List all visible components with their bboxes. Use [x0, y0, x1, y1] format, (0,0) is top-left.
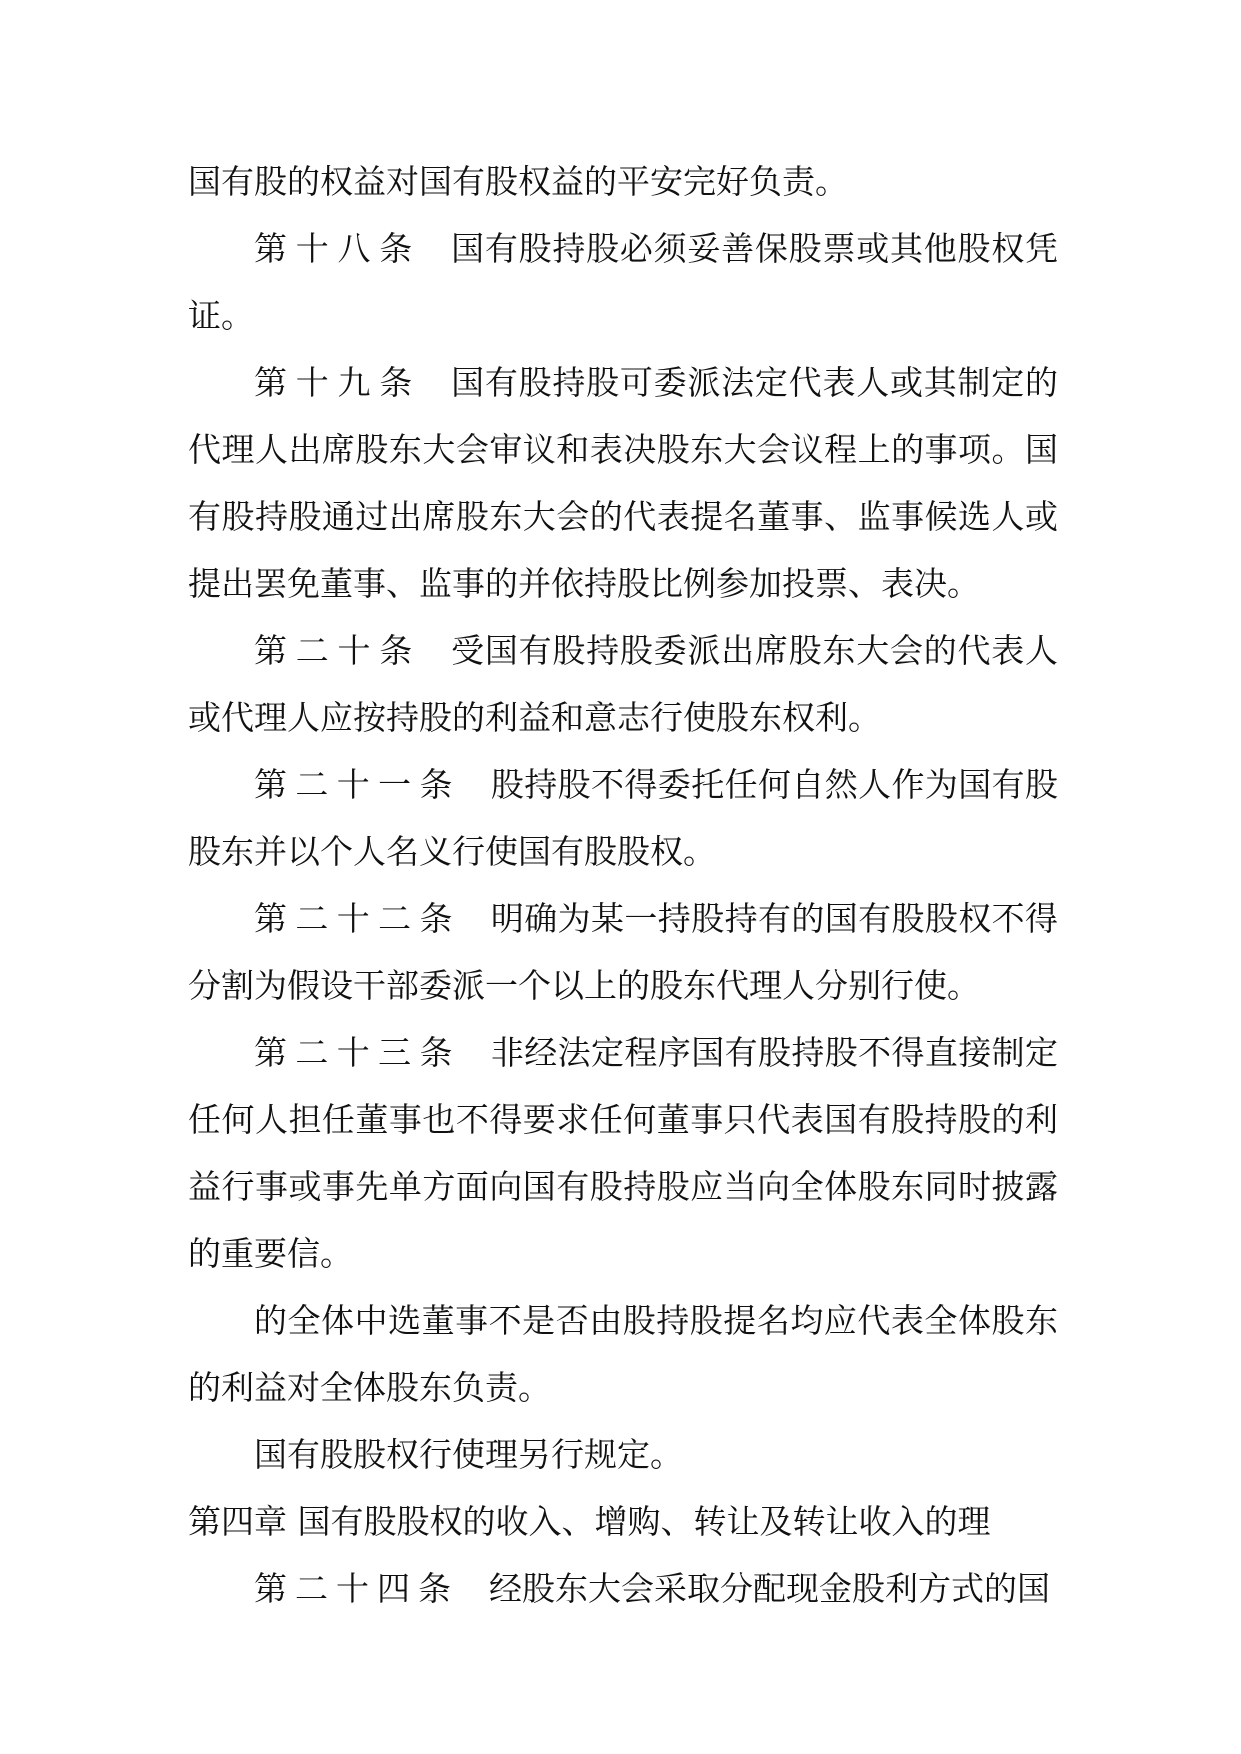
article-text: 国有股持股必须妥善保股票或其他股权凭证。 [188, 229, 1059, 335]
article-number: 第十九条 [254, 363, 422, 402]
paragraph-continuation [188, 148, 1058, 215]
article-text: 股持股不得委托任何自然人作为国有股股东并以个人名义行使国有股股权。 [188, 765, 1059, 871]
chapter-heading [188, 1488, 1058, 1555]
article-number: 第二十一条 [254, 765, 461, 804]
article-text: 非经法定程序国有股持股不得直接制定任何人担任董事也不得要求任何董事只代表国有股持股的利益行事或事先单方面向国有股持股应当向全体股东同时披露的重要信。 [188, 1033, 1059, 1273]
paragraph-text: 国有股股权行使理另行规定。 [254, 1435, 683, 1474]
article-19 [188, 349, 1058, 617]
article-number: 第十八条 [254, 229, 422, 268]
paragraph-directors [188, 1287, 1058, 1421]
article-text: 国有股持股可委派法定代表人或其制定的代理人出席股东大会审议和表决股东大会议程上的事项。国有股持股通过出席股东大会的代表提名董事、监事候选人或提出罢免董事、监事的并依持股比例参加投票、表决。 [188, 363, 1059, 603]
article-text: 经股东大会采取分配现金股利方式的国 [489, 1569, 1050, 1608]
article-18 [188, 215, 1058, 349]
article-23 [188, 1019, 1058, 1287]
paragraph-text: 的全体中选董事不是否由股持股提名均应代表全体股东的利益对全体股东负责。 [188, 1301, 1058, 1407]
article-number: 第二十四条 [254, 1569, 459, 1608]
article-text: 受国有股持股委派出席股东大会的代表人或代理人应按持股的利益和意志行使股东权利。 [188, 631, 1059, 737]
chapter-title: 第四章 国有股股权的收入、增购、转让及转让收入的理 [188, 1502, 991, 1541]
article-22 [188, 885, 1058, 1019]
article-text: 明确为某一持股持有的国有股股权不得分割为假设干部委派一个以上的股东代理人分别行使。 [188, 899, 1059, 1005]
article-number: 第二十三条 [254, 1033, 461, 1072]
article-20 [188, 617, 1058, 751]
article-24 [188, 1555, 1058, 1622]
article-number: 第二十二条 [254, 899, 461, 938]
article-21 [188, 751, 1058, 885]
paragraph-text: 国有股的权益对国有股权益的平安完好负责。 [188, 162, 848, 201]
document-body [188, 148, 1058, 1622]
paragraph-rights-rules [188, 1421, 1058, 1488]
article-number: 第二十条 [254, 631, 422, 670]
